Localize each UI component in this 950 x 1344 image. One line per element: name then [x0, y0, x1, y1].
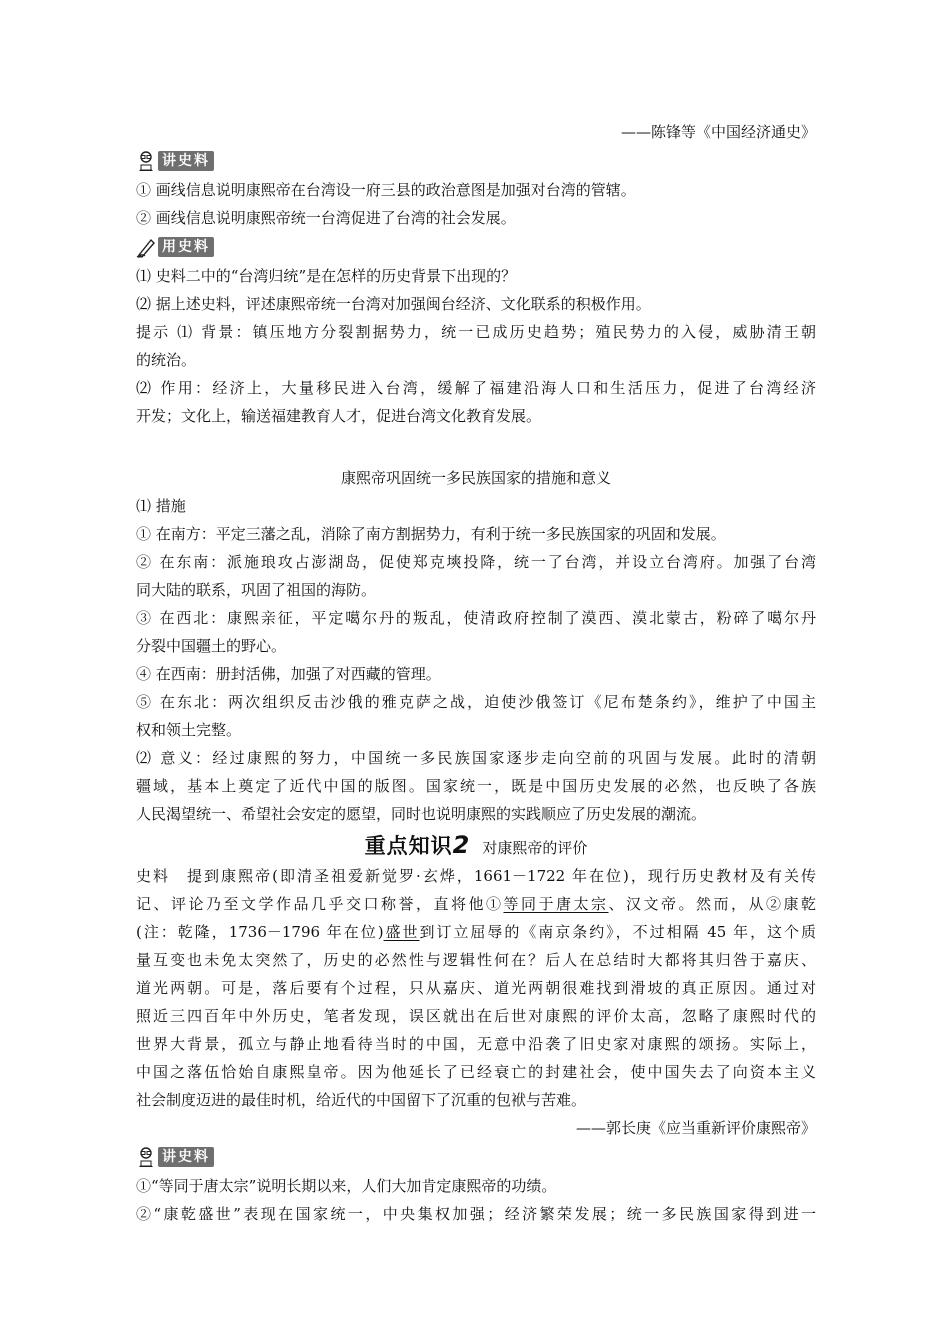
badge-explain-1	[136, 146, 816, 176]
measures-line: ⑵ 意义：经过康熙的努力，中国统一多民族国家逐步走向空前的巩固与发展。此时的清朝	[136, 749, 816, 767]
badge-label: 用史料	[158, 237, 214, 257]
key-point-number: 2	[452, 831, 471, 859]
source-line: 量互变也未免太突然了，历史的必然性与逻辑性何在？后人在总结时大都将其归咎于嘉庆、	[136, 951, 816, 969]
hint-line-2: 的统治。	[136, 351, 197, 369]
badge-label: 讲史料	[158, 1147, 214, 1167]
hint-line-4: 开发；文化上，输送福建教育人才，促进台湾文化教育发展。	[136, 407, 542, 425]
badge-use	[136, 232, 816, 262]
source-attribution-top: ——陈锋等《中国经济通史》	[620, 123, 816, 141]
hint-line-3: ⑵ 作用：经济上，大量移民进入台湾，缓解了福建沿海人口和生活压力，促进了台湾经济	[136, 379, 816, 397]
source-line: 道光两朝。可是，落后要有个过程，只从嘉庆、道光两朝很难找到滑坡的真正原因。通过对	[136, 979, 816, 997]
student-reading-icon	[136, 150, 156, 172]
measures-title: 康熙帝巩固统一多民族国家的措施和意义	[340, 469, 611, 487]
measures-line: ⑴ 措施	[136, 497, 186, 515]
measures-line: ① 在南方：平定三藩之乱，消除了南方割据势力，有利于统一多民族国家的巩固和发展。	[136, 525, 726, 543]
pen-writing-icon	[136, 236, 156, 258]
explain-item-1: ①“等同于唐太宗”说明长期以来，人们大加肯定康熙帝的功绩。	[136, 1177, 557, 1195]
key-point-subtitle: 对康熙帝的评价	[482, 839, 588, 857]
explain-item-2: ②“康乾盛世”表现在国家统一，中央集权加强；经济繁荣发展；统一多民族国家得到进一	[136, 1205, 816, 1223]
key-point-label: 重点知识	[364, 834, 453, 858]
measures-line: ⑤ 在东北：两次组织反击沙俄的雅克萨之战，迫使沙俄签订《尼布楚条约》，维护了中国主	[136, 693, 816, 711]
key-point-heading	[136, 828, 816, 862]
explain-item-1: ① 画线信息说明康熙帝在台湾设一府三县的政治意图是加强对台湾的管辖。	[136, 181, 636, 199]
measures-line: 分裂中国疆土的野心。	[136, 637, 287, 655]
measures-line: 同大陆的联系，巩固了祖国的海防。	[136, 581, 377, 599]
hint-line-1: 提示 ⑴ 背景：镇压地方分裂割据势力，统一已成历史趋势；殖民势力的入侵，威胁清王朝	[136, 323, 816, 341]
source-line: 社会制度迈进的最佳时机，给近代的中国留下了沉重的包袱与苦难。	[136, 1091, 587, 1109]
underlined-phrase: 等同于唐太宗	[503, 895, 609, 913]
explain-item-2: ② 画线信息说明康熙帝统一台湾促进了台湾的社会发展。	[136, 209, 516, 227]
measures-line: 疆域，基本上奠定了近代中国的版图。国家统一，既是中国历史发展的必然，也反映了各族	[136, 777, 816, 795]
document-page	[136, 0, 816, 1228]
source-attribution: ——郭长庚《应当重新评价康熙帝》	[575, 1119, 816, 1137]
underlined-phrase: 盛世	[383, 923, 420, 941]
source-line: 照近三四百年中外历史，笔者发现，误区就出在后世对康熙的评价太高，忽略了康熙时代的	[136, 1007, 816, 1025]
source-line: 世界大背景，孤立与静止地看待当时的中国，无意中沿袭了旧史家对康熙的颂扬。实际上，	[136, 1035, 816, 1053]
source-line: 中国之落伍恰始自康熙皇帝。因为他延长了已经衰亡的封建社会，使中国失去了向资本主义	[136, 1063, 816, 1081]
question-1: ⑴ 史料二中的“台湾归统”是在怎样的历史背景下出现的？	[136, 267, 517, 285]
measures-line: ③ 在西北：康熙亲征，平定噶尔丹的叛乱，使清政府控制了漠西、漠北蒙古，粉碎了噶尔丹	[136, 609, 816, 627]
measures-line: 人民渴望统一、希望社会安定的愿望，同时也说明康熙的实践顺应了历史发展的潮流。	[136, 805, 707, 823]
measures-line: ② 在东南：派施琅攻占澎湖岛，促使郑克塽投降，统一了台湾，并设立台湾府。加强了台湾	[136, 553, 816, 571]
source-line: 记、评论乃至文学作品几乎交口称誉，直将他①等同于唐太宗、汉文帝。然而，从②康乾	[136, 895, 816, 913]
source-line: (注：乾隆，1736－1796 年在位)盛世到订立屈辱的《南京条约》，不过相隔 45 年，这个质	[136, 923, 816, 941]
student-reading-icon	[136, 1146, 156, 1168]
measures-line: 权和领土完整。	[136, 721, 242, 739]
question-2: ⑵ 据上述史料，评述康熙帝统一台湾对加强闽台经济、文化联系的积极作用。	[136, 295, 651, 313]
measures-line: ④ 在西南：册封活佛，加强了对西藏的管理。	[136, 665, 441, 683]
badge-label: 讲史料	[158, 151, 214, 171]
badge-explain-2	[136, 1142, 816, 1172]
source-line: 史料 提到康熙帝(即清圣祖爱新觉罗·玄烨，1661－1722 年在位)，现行历史教材及有关传	[136, 867, 816, 885]
